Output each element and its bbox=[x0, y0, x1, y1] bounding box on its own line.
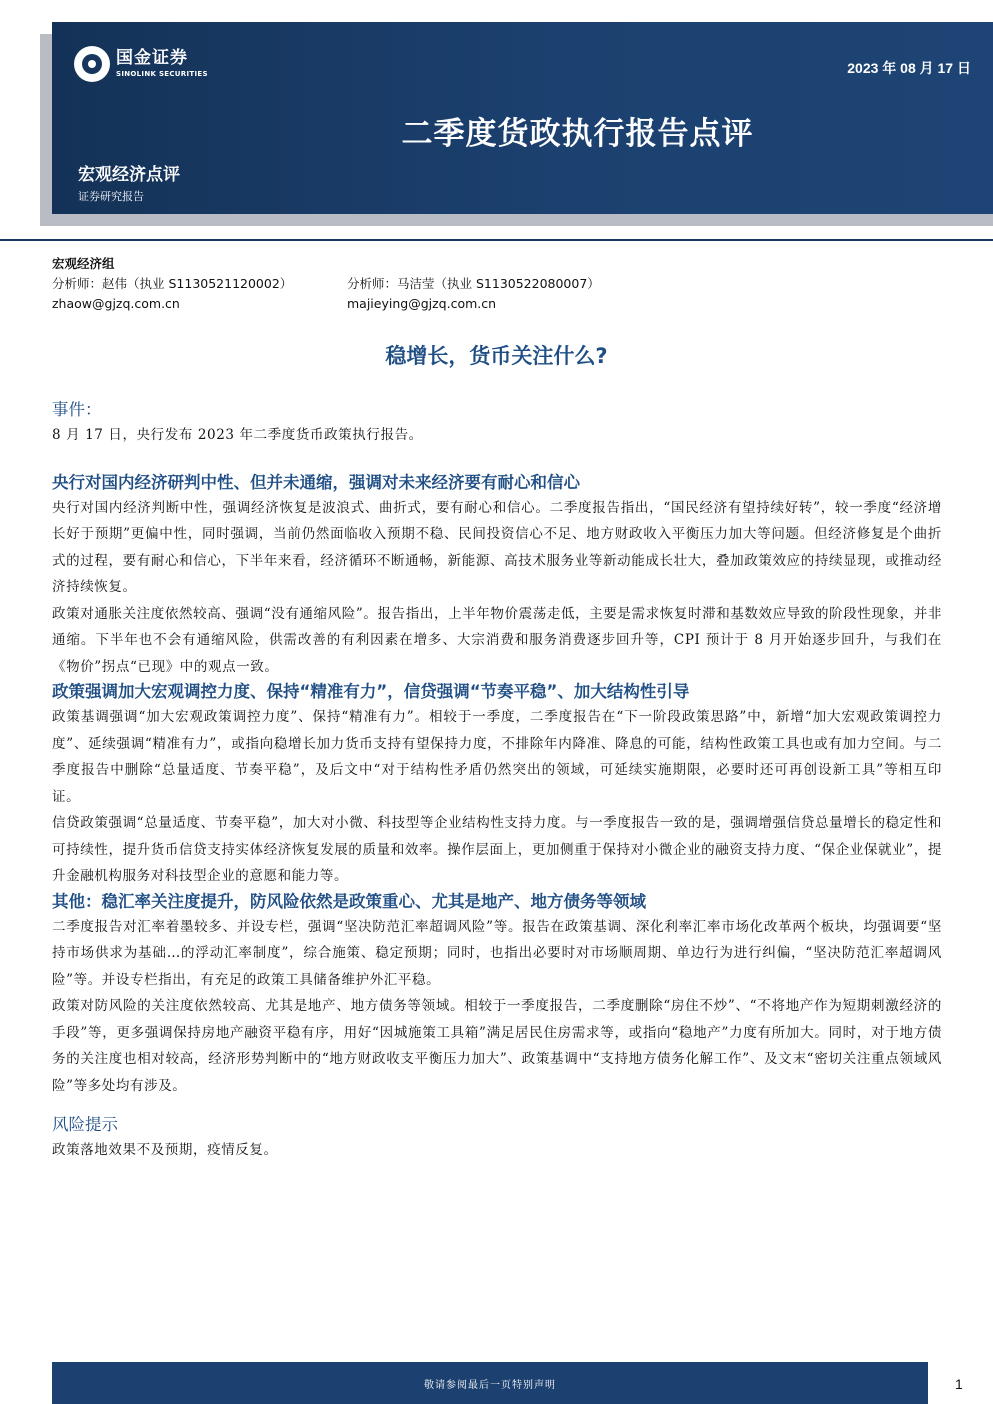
section-heading-event: 事件： bbox=[52, 400, 102, 419]
analyst-2-email[interactable]: majieying@gjzq.com.cn bbox=[347, 296, 497, 311]
article-headline: 稳增长，货币关注什么? bbox=[385, 344, 608, 368]
footer-bar bbox=[52, 1362, 928, 1404]
paragraph-economy-1: 央行对国内经济判断中性，强调经济恢复是波浪式、曲折式，要有耐心和信心。二季度报告指出，“国民经济有望持续好转”，较一季度“经济增长好于预期”更偏中性，同时强调，当前仍然面临收入预期不稳、民间投资信心不足、地方财政收入平衡压力加大等问题。但经济修复是个曲折式的过程，要有耐心和信心，下半年来看，经济循环不断通畅，新能源、高技术服务业等新动能成长壮大，叠加政策效应的持续显现，或推动经济持续恢复。 bbox=[52, 499, 942, 595]
paragraph-event: 8 月 17 日，央行发布 2023 年二季度货币政策执行报告。 bbox=[52, 427, 423, 443]
paragraph-other-2: 政策对防风险的关注度依然较高、尤其是地产、地方债务等领域。相较于一季度报告，二季度删除“房住不炒”、“不将地产作为短期刺激经济的手段”等，更多强调保持房地产融资平稳有序，用好“因城施策工具箱”满足居民住房需求等，或指向“稳地产”力度有所加大。同时，对于地方债务的关注度也相对较高，经济形势判断中的“地方财政收支平衡压力加大”、政策基调中“支持地方债务化解工作”、及文末“密切关注重点领域风险”等多处均有涉及。 bbox=[52, 998, 942, 1094]
paragraph-economy-2: 政策对通胀关注度依然较高、强调“没有通缩风险”。报告指出，上半年物价震荡走低，主要是需求恢复时滞和基数效应导致的阶段性现象，并非通缩。下半年也不会有通缩风险，供需改善的有利因素在增多、大宗消费和服务消费逐步回升等，CPI 预计于 8 月开始逐步回升，与我们在《物价”拐点“已现》中的观点一致。 bbox=[52, 605, 942, 675]
company-logo bbox=[74, 46, 208, 82]
report-title: 二季度货政执行报告点评 bbox=[401, 116, 754, 152]
page-number: 1 bbox=[955, 1376, 963, 1392]
paragraph-risk: 政策落地效果不及预期，疫情反复。 bbox=[52, 1142, 278, 1158]
divider bbox=[0, 239, 993, 241]
analyst-1-email[interactable]: zhaow@gjzq.com.cn bbox=[52, 296, 180, 311]
paragraph-policy-2: 信贷政策强调“总量适度、节奏平稳”，加大对小微、科技型等企业结构性支持力度。与一季度报告一致的是，强调增强信贷总量增长的稳定性和可持续性，提升货币信贷支持实体经济恢复发展的质量和效率。操作层面上，更加侧重于保持对小微企业的融资支持力度、“保企业保就业”，提升金融机构服务对科技型企业的意愿和能力等。 bbox=[52, 815, 942, 884]
paragraph-other-1: 二季度报告对汇率着墨较多、并设专栏，强调“坚决防范汇率超调风险”等。报告在政策基调、深化利率汇率市场化改革两个板块，均强调要“坚持市场供求为基础…的浮动汇率制度”，综合施策、稳定预期；同时，也指出必要时对市场顺周期、单边行为进行纠偏，“坚决防范汇率超调风险”等。并设专栏指出，有充足的政策工具储备维护外汇平稳。 bbox=[52, 918, 942, 988]
logo-name-en: SINOLINK SECURITIES bbox=[116, 70, 208, 78]
report-subcategory: 证券研究报告 bbox=[78, 190, 144, 203]
section-heading-policy: 政策强调加大宏观调控力度、保持“精准有力”，信贷强调“节奏平稳”、加大结构性引导 bbox=[52, 682, 690, 701]
analyst-block bbox=[52, 254, 667, 314]
report-date: 2023 年 08 月 17 日 bbox=[847, 60, 971, 76]
logo-icon bbox=[74, 46, 110, 82]
paragraph-policy-1: 政策基调强调“加大宏观政策调控力度”、保持“精准有力”。相较于一季度，二季度报告在“下一阶段政策思路”中，新增“加大宏观政策调控力度”、延续强调“精准有力”，或指向稳增长加力货币支持有望保持力度，不排除年内降准、降息的可能，结构性政策工具也或有加力空间。与二季度报告中删除“总量适度、节奏平稳”，及后文中“对于结构性矛盾仍然突出的领域，可延续实施期限，必要时还可再创设新工具”等相互印证。 bbox=[52, 709, 942, 805]
section-heading-risk: 风险提示 bbox=[52, 1115, 118, 1134]
analyst-1: 分析师：赵伟（执业 S1130521120002） bbox=[52, 276, 293, 291]
analyst-2: 分析师：马洁莹（执业 S1130522080007） bbox=[347, 276, 600, 291]
disclaimer-note[interactable]: 敬请参阅最后一页特别声明 bbox=[424, 1380, 556, 1391]
header-banner bbox=[52, 22, 993, 214]
section-heading-economy: 央行对国内经济研判中性、但并未通缩，强调对未来经济要有耐心和信心 bbox=[52, 472, 580, 492]
analyst-group: 宏观经济组 bbox=[52, 256, 115, 271]
section-heading-other: 其他：稳汇率关注度提升，防风险依然是政策重心、尤其是地产、地方债务等领域 bbox=[52, 891, 646, 911]
logo-name-cn: 国金证券 bbox=[116, 48, 188, 68]
report-category: 宏观经济点评 bbox=[78, 165, 180, 185]
article-body bbox=[52, 398, 942, 1164]
